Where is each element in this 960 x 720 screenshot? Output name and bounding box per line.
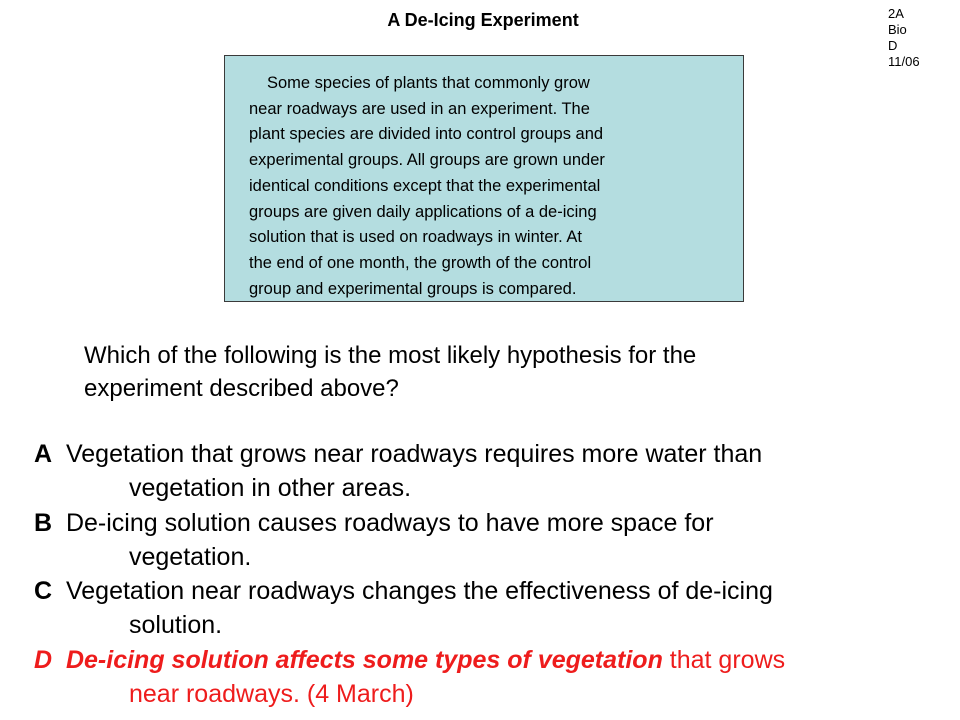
passage-line: experimental groups. All groups are grown under (249, 151, 605, 170)
choice-a-line-2: vegetation in other areas. (129, 474, 412, 503)
choice-b (34, 506, 785, 575)
choice-d-line-1 (34, 643, 785, 677)
answer-choices (34, 437, 785, 711)
choice-a-line-1 (34, 437, 785, 471)
choice-text: Vegetation near roadways changes the effectiveness of de-icing (65, 577, 773, 606)
passage-line: group and experimental groups is compared. (249, 279, 577, 298)
question-text (84, 339, 696, 405)
tag-line: Bio (888, 22, 907, 37)
choice-letter: C (34, 577, 53, 606)
choice-c-line-1 (34, 574, 785, 608)
tag-line: 2A (888, 6, 904, 21)
choice-d-line-2: near roadways. (4 March) (129, 680, 414, 709)
reference-tag (888, 6, 920, 70)
choice-letter: B (34, 508, 53, 537)
choice-letter: A (34, 440, 53, 468)
question-line: experiment described above? (84, 375, 399, 402)
choice-emphasis-text: De-icing solution affects some types of vegetation (65, 645, 663, 674)
choice-letter: D (34, 645, 53, 674)
passage-line: plant species are divided into control groups and (249, 125, 604, 144)
choice-text: De-icing solution causes roadways to have more space for (65, 508, 714, 537)
choice-b-line-2: vegetation. (129, 542, 252, 571)
question-line: Which of the following is the most likely hypothesis for the (84, 342, 697, 369)
choice-a (34, 437, 785, 506)
tag-line: D (888, 38, 898, 53)
choice-d-correct-answer (34, 643, 785, 712)
passage-box (224, 55, 744, 302)
page-title: A De-Icing Experiment (387, 10, 579, 30)
choice-c-line-2: solution. (129, 611, 223, 640)
passage-line: groups are given daily applications of a de-icing (249, 202, 597, 221)
passage-line: solution that is used on roadways in winter. At (249, 228, 582, 247)
choice-b-line-1 (34, 506, 785, 540)
passage-line: identical conditions except that the experimental (249, 176, 601, 195)
choice-text: that grows (662, 645, 786, 674)
choice-text: Vegetation that grows near roadways requires more water than (65, 440, 763, 468)
choice-c (34, 574, 785, 643)
passage-line: near roadways are used in an experiment. The (249, 99, 590, 118)
tag-line: 11/06 (888, 54, 920, 69)
passage-line: Some species of plants that commonly grow (267, 74, 590, 92)
passage-line: the end of one month, the growth of the control (249, 253, 592, 272)
